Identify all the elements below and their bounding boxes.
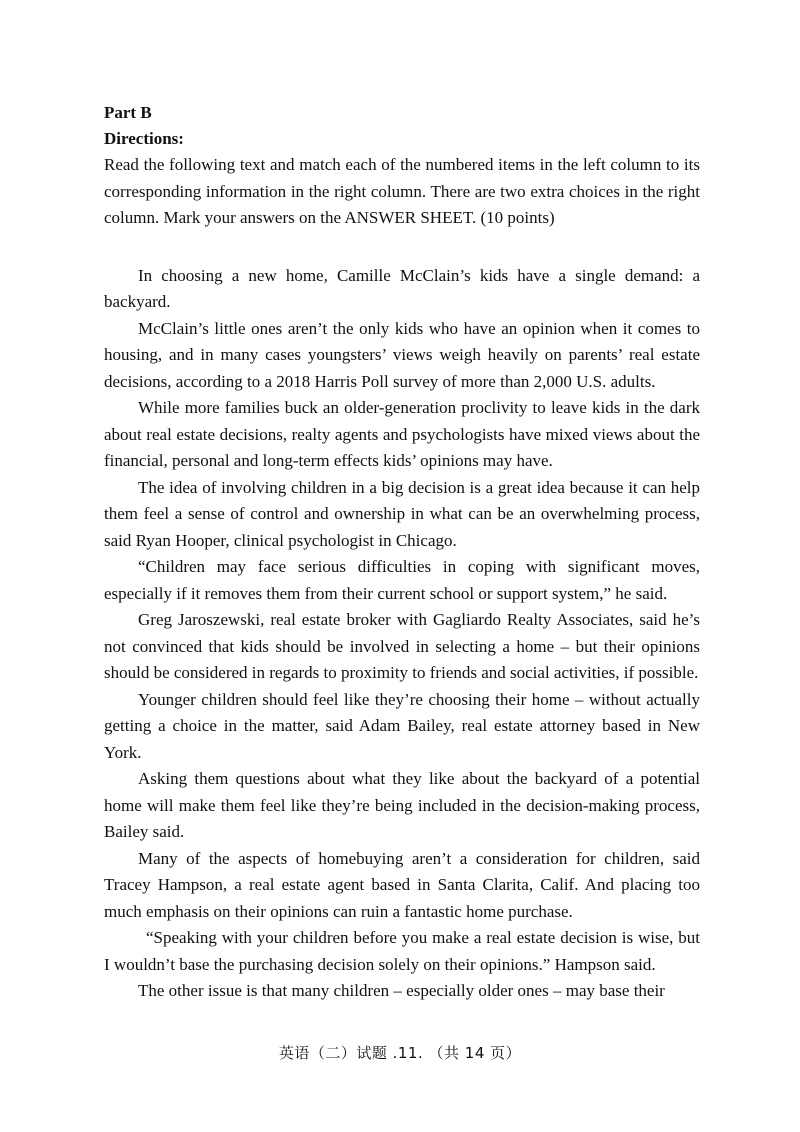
part-title: Part B xyxy=(104,103,152,122)
passage-paragraph: Greg Jaroszewski, real estate broker with Gagliardo Realty Associates, said he’s not convinced that kids should be involved in selecting a home – but their opinions should be considered in regards to proximity to friends and social activities, if possible. xyxy=(104,610,700,682)
passage-paragraph: Many of the aspects of homebuying aren’t a consideration for children, said Tracey Hampson, a real estate agent based in Santa Clarita, Calif. And placing too much emphasis on their opinions can ruin a fantastic home purchase. xyxy=(104,848,700,921)
passage-paragraph: Younger children should feel like they’re choosing their home – without actually getting a choice in the matter, said Adam Bailey, real estate attorney based in New York. xyxy=(104,689,700,762)
exam-page xyxy=(104,100,700,1005)
directions-label: Directions: xyxy=(104,129,184,148)
reading-passage xyxy=(104,263,700,1005)
passage-paragraph: While more families buck an older-generation proclivity to leave kids in the dark about real estate decisions, realty agents and psychologists have mixed views about the financial, personal and long-term effects kids’ opinions may have. xyxy=(104,398,700,470)
page-footer: 英语（二）试题 .11. （共 14 页） xyxy=(278,1044,522,1062)
passage-paragraph: The other issue is that many children – especially older ones – may base their xyxy=(138,981,665,1000)
directions-text: Read the following text and match each of the numbered items in the left column to its corresponding information in the right column. There are two extra choices in the right column. Mark your answers on the ANSWER SHEET. (10 points) xyxy=(104,155,700,227)
passage-paragraph: McClain’s little ones aren’t the only kids who have an opinion when it comes to housing, and in many cases youngsters’ views weigh heavily on parents’ real estate decisions, according to a 2018 Harris Poll survey of more than 2,000 U.S. adults. xyxy=(104,318,700,391)
passage-paragraph: In choosing a new home, Camille McClain’s kids have a single demand: a backyard. xyxy=(104,265,700,311)
passage-paragraph: “Speaking with your children before you make a real estate decision is wise, but I wouldn’t base the purchasing decision solely on their opinions.” Hampson said. xyxy=(104,928,700,974)
passage-paragraph: “Children may face serious difficulties in coping with significant moves, especially if it removes them from their current school or support system,” he said. xyxy=(104,557,700,603)
passage-paragraph: The idea of involving children in a big decision is a great idea because it can help them feel a sense of control and ownership in what can be an overwhelming process, said Ryan Hooper, clinical psychologist in Chicago. xyxy=(104,477,700,550)
passage-paragraph: Asking them questions about what they like about the backyard of a potential home will make them feel like they’re being included in the decision-making process, Bailey said. xyxy=(104,769,700,841)
